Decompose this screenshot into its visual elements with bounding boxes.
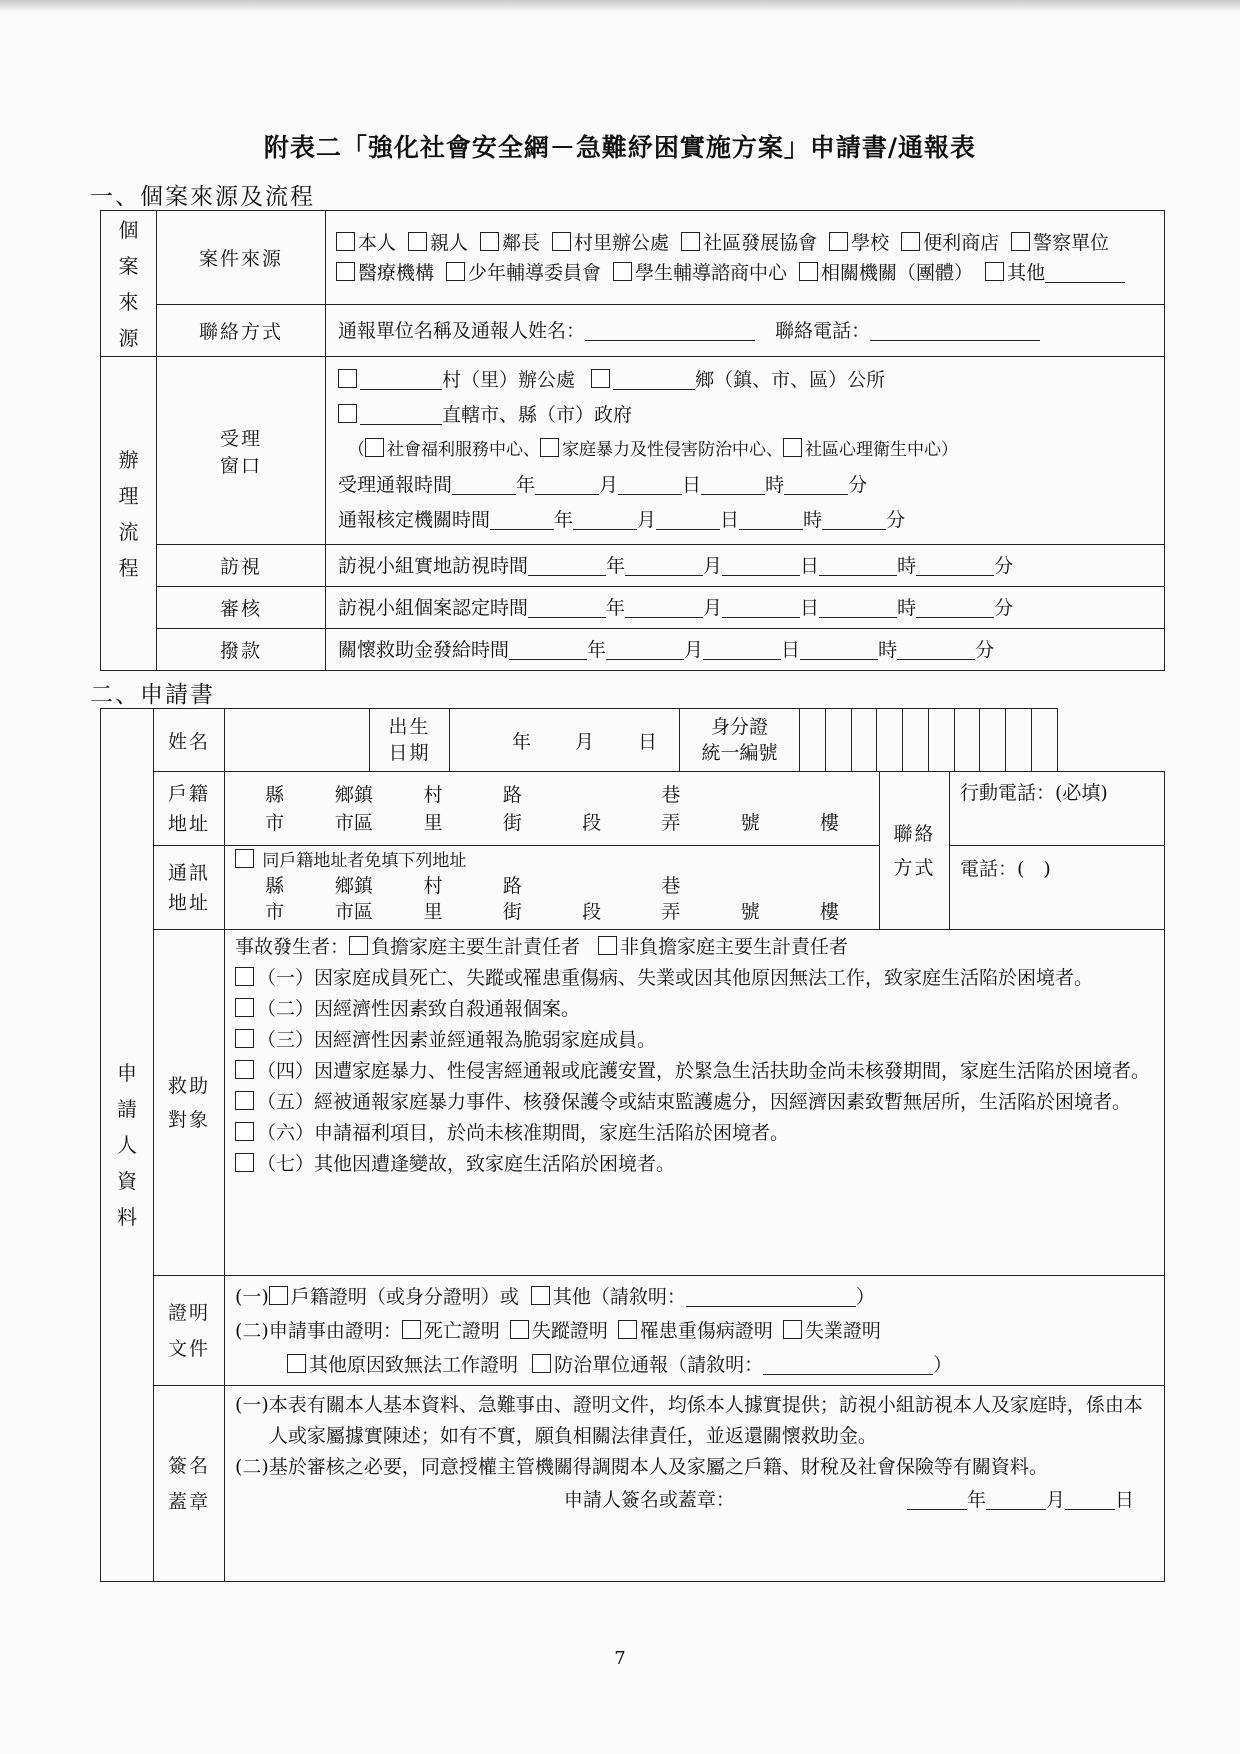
id-digit-box[interactable] <box>928 709 954 771</box>
address-unit: 街 <box>502 811 522 834</box>
address-unit: 弄 <box>661 811 681 834</box>
name-label: 姓名 <box>154 709 225 772</box>
accident-checkbox[interactable] <box>349 936 368 955</box>
aid-item: （五） 經被通報家庭暴力事件、核發保護令或結束監護處分，因經濟因素致暫無居所，生活陷於困境者。 <box>235 1087 1154 1118</box>
case-source-option[interactable]: 鄰長 <box>480 232 540 254</box>
case-source-label: 案件來源 <box>157 211 326 305</box>
case-source-option[interactable]: 村里辦公處 <box>552 232 669 254</box>
same-address-checkbox[interactable] <box>235 849 254 868</box>
name-field[interactable] <box>225 709 370 772</box>
window-label: 受理 窗口 <box>157 357 326 545</box>
household-address-field[interactable] <box>225 772 880 846</box>
review-label: 審核 <box>157 587 326 629</box>
minute-field[interactable] <box>784 474 848 495</box>
section2-heading: 二、申請書 <box>90 682 215 708</box>
id-digit-box[interactable] <box>876 709 902 771</box>
checkbox[interactable] <box>446 262 465 281</box>
contact-name-label: 通報單位名稱及通報人姓名： <box>338 319 586 342</box>
group-case-source <box>101 211 157 357</box>
day-field[interactable] <box>722 555 800 576</box>
other-source-field[interactable] <box>1045 262 1125 283</box>
minute-field[interactable] <box>822 509 886 530</box>
other-reason-proof-checkbox[interactable] <box>287 1354 306 1373</box>
checkbox[interactable] <box>613 262 632 281</box>
address-unit: 號 <box>740 811 760 834</box>
address-unit: 鄉鎮 <box>334 783 373 806</box>
id-digit-box[interactable] <box>1031 709 1057 771</box>
case-source-option[interactable]: 警察單位 <box>1011 232 1109 254</box>
sign-day-field[interactable] <box>1065 1489 1115 1510</box>
household-proof-checkbox[interactable] <box>269 1286 288 1305</box>
contact-row <box>326 305 1165 357</box>
contact-phone-label: 聯絡電話： <box>775 319 871 342</box>
scan-edge <box>0 0 1240 12</box>
aid-item: （七） 其他因遭逢變故，致家庭生活陷於困境者。 <box>235 1149 1154 1180</box>
other-proof-checkbox[interactable] <box>531 1286 550 1305</box>
address-unit: 市區 <box>334 900 373 923</box>
aid-item: （四） 因遭家庭暴力、性侵害經通報或庇護安置，於緊急生活扶助金尚未核發期間，家庭生活陷於困境者。 <box>235 1056 1154 1087</box>
aid-target-options <box>225 930 1165 1276</box>
reason-proof-checkbox[interactable] <box>618 1320 637 1339</box>
address-unit <box>552 781 631 809</box>
aid-item-checkbox[interactable] <box>235 1153 254 1172</box>
group-source-char: 個 <box>118 217 139 242</box>
township-name-field[interactable] <box>613 369 695 390</box>
address-unit: 里 <box>423 811 443 834</box>
checkbox[interactable] <box>985 262 1004 281</box>
payment-label: 撥款 <box>157 629 326 671</box>
year-field[interactable] <box>452 474 516 495</box>
payment-time-row: 關懷救助金發給時間 年 月 日 時 分 <box>338 638 995 661</box>
page-number: 7 <box>614 1648 626 1669</box>
year-field[interactable] <box>528 597 606 618</box>
minute-field[interactable] <box>916 555 994 576</box>
id-label: 身分證 統一編號 <box>680 709 800 772</box>
address-unit: 路 <box>502 874 522 897</box>
address-unit: 巷 <box>661 874 681 897</box>
minute-field[interactable] <box>916 597 994 618</box>
aid-item-checkbox[interactable] <box>235 1091 254 1110</box>
case-source-option[interactable]: 本人 <box>336 232 396 254</box>
receive-time-row: 受理通報時間 年 月 日 時 分 <box>338 474 868 496</box>
birth-date-field[interactable]: 年 月 日 <box>450 709 680 772</box>
hour-field[interactable] <box>739 509 803 530</box>
visit-time-row: 訪視小組實地訪視時間 年 月 日 時 分 <box>338 554 1014 577</box>
address-unit: 市 <box>265 811 285 834</box>
accident-checkbox[interactable] <box>598 936 617 955</box>
case-source-option[interactable]: 學生輔導諮商中心 <box>613 262 787 284</box>
mail-address-field[interactable] <box>225 846 880 930</box>
aid-item: （六） 申請福利項目，於尚未核准期間，家庭生活陷於困境者。 <box>235 1118 1154 1149</box>
reason-proof-checkbox[interactable] <box>783 1320 802 1339</box>
aid-item: （一） 因家庭成員死亡、失蹤或罹患重傷病、失業或因其他原因無法工作，致家庭生活陷於困境者。 <box>235 963 1154 994</box>
reason-proof-checkbox[interactable] <box>402 1320 421 1339</box>
accident-person-row: 事故發生者： 負擔家庭主要生計責任者 非負擔家庭主要生計責任者 <box>235 936 849 958</box>
aid-item: （三） 因經濟性因素並經通報為脆弱家庭成員。 <box>235 1025 1154 1056</box>
day-field[interactable] <box>703 639 781 660</box>
city-gov-checkbox[interactable] <box>338 404 357 423</box>
group-applicant-char: 人 <box>117 1133 137 1157</box>
id-digit-box[interactable] <box>851 709 877 771</box>
consent-clause-1: (一) 本表有關本人基本資料、急難事由、證明文件，均係本人據實提供；訪視小組訪視本人及家庭時，係由本人或家屬據實陳述；如有不實，願負相關法律責任，並返還關懷救助金。 <box>235 1394 1143 1447</box>
month-field[interactable] <box>625 597 703 618</box>
review-time-row: 訪視小組個案認定時間 年 月 日 時 分 <box>338 596 1014 619</box>
document-label: 證明 文件 <box>154 1276 225 1386</box>
checkbox[interactable] <box>681 232 700 251</box>
address-unit: 縣 <box>265 874 285 897</box>
address-unit: 巷 <box>661 783 681 806</box>
case-source-option[interactable]: 親人 <box>408 232 468 254</box>
address-unit <box>711 873 790 899</box>
id-digit-box[interactable] <box>825 709 851 771</box>
form-title: 附表二「強化社會安全網－急難紓困實施方案」申請書/通報表 <box>263 133 977 162</box>
id-digit-box[interactable] <box>979 709 1005 771</box>
case-source-option[interactable]: 相關機關（團體） <box>799 262 973 284</box>
address-unit <box>790 873 869 899</box>
address-unit: 樓 <box>819 811 839 834</box>
signer-label: 申請人簽名或蓋章： <box>563 1489 735 1511</box>
checkbox[interactable] <box>829 232 848 251</box>
group-process-char: 辦 <box>118 447 139 472</box>
id-number-field[interactable] <box>800 709 1058 772</box>
contact-label: 聯絡方式 <box>157 305 326 357</box>
address-unit: 縣 <box>265 783 285 806</box>
case-source-options <box>326 211 1165 305</box>
checkbox[interactable] <box>336 232 355 251</box>
case-source-table <box>100 210 1165 671</box>
village-office-checkbox[interactable] <box>338 369 357 388</box>
case-source-option[interactable]: 醫療機構 <box>336 262 434 284</box>
welfare-center-checkbox[interactable] <box>365 438 384 457</box>
group-applicant-char: 料 <box>117 1205 137 1229</box>
address-unit: 市區 <box>334 811 373 834</box>
application-table <box>100 708 1165 1582</box>
hour-field[interactable] <box>819 555 897 576</box>
group-applicant-char: 資 <box>117 1169 137 1193</box>
address-unit: 鄉鎮 <box>334 874 373 897</box>
month-field[interactable] <box>606 639 684 660</box>
same-address-note: 同戶籍地址者免填下列地址 <box>262 850 467 871</box>
address-unit <box>790 781 869 809</box>
month-field[interactable] <box>625 555 703 576</box>
month-field[interactable] <box>573 509 637 530</box>
address-unit: 樓 <box>819 900 839 923</box>
id-digit-box[interactable] <box>902 709 928 771</box>
aid-item-checkbox[interactable] <box>235 1060 254 1079</box>
day-field[interactable] <box>656 509 720 530</box>
township-office-checkbox[interactable] <box>591 369 610 388</box>
address-unit: 村 <box>423 874 443 897</box>
address-unit: 弄 <box>661 900 681 923</box>
id-digit-box[interactable] <box>1005 709 1031 771</box>
address-unit: 路 <box>502 783 522 806</box>
birth-label: 出生 日期 <box>370 709 450 772</box>
signature-label: 簽名 蓋章 <box>154 1386 225 1582</box>
window-details: 村（里）辦公處 鄉（鎮、市、區）公所 直轄市、縣（市）政府 （ 社會福利服務中心、 家庭暴力及性侵害防治中心、 社區心理衛生中心） 受理通報時間 年 月 日 時 分 通報核定機關時間 年 月 日 時 分 <box>326 357 1165 545</box>
checkbox[interactable] <box>1011 232 1030 251</box>
mental-center-checkbox[interactable] <box>783 438 802 457</box>
violence-center-checkbox[interactable] <box>540 438 559 457</box>
id-digit-box[interactable] <box>800 709 825 771</box>
document-options: (一) 戶籍證明（或身分證明）或 其他（請敘明： ） (二)申請事由證明： 死亡證明 失蹤證明 罹患重傷病證明 失業證明 其他原因致無法工作證明 防治單位通報（請敘明： ） <box>225 1276 1165 1386</box>
visit-label: 訪視 <box>157 545 326 587</box>
aid-item: （二） 因經濟性因素致自殺通報個案。 <box>235 994 1154 1025</box>
checkbox[interactable] <box>408 232 427 251</box>
checkbox[interactable] <box>480 232 499 251</box>
agency-report-checkbox[interactable] <box>532 1354 551 1373</box>
aid-target-label: 救助 對象 <box>154 930 225 1276</box>
case-source-option[interactable]: 學校 <box>829 232 889 254</box>
address-unit: 里 <box>423 900 443 923</box>
sign-year-field[interactable] <box>907 1489 967 1510</box>
checkbox[interactable] <box>336 262 355 281</box>
minute-field[interactable] <box>897 639 975 660</box>
id-digit-box[interactable] <box>954 709 980 771</box>
contact-phone-field[interactable] <box>870 320 1040 341</box>
address-unit: 村 <box>423 783 443 806</box>
contact-name-field[interactable] <box>585 320 755 341</box>
year-field[interactable] <box>490 509 554 530</box>
village-name-field[interactable] <box>360 369 442 390</box>
address-unit: 街 <box>502 900 522 923</box>
household-address-label: 戶籍 地址 <box>154 772 225 846</box>
consent-clause-2: (二) 基於審核之必要，同意授權主管機關得調閱本人及家屬之戶籍、財稅及社會保險等有關資料。 <box>235 1456 1048 1478</box>
group-process-char: 程 <box>118 555 139 580</box>
other-proof-field[interactable] <box>686 1286 856 1307</box>
address-unit <box>552 873 631 899</box>
hour-field[interactable] <box>819 597 897 618</box>
month-field[interactable] <box>535 474 599 495</box>
section1-heading: 一、個案來源及流程 <box>90 184 315 210</box>
mobile-label: 行動電話：(必填) <box>960 782 1108 804</box>
mail-address-label: 通訊 地址 <box>154 846 225 930</box>
group-process-char: 理 <box>118 483 139 508</box>
signature-line: 申請人簽名或蓋章： 年 月 日 <box>563 1489 1134 1511</box>
signature-block <box>225 1386 1165 1582</box>
hour-field[interactable] <box>701 474 765 495</box>
group-applicant-char: 申 <box>117 1061 137 1085</box>
group-source-char: 來 <box>118 289 139 314</box>
group-source-char: 案 <box>118 253 139 278</box>
phone-label: 電話：( ) <box>960 858 1051 880</box>
phone-field[interactable] <box>950 846 1165 930</box>
group-process-char: 流 <box>118 519 139 544</box>
hour-field[interactable] <box>800 639 878 660</box>
group-source-char: 源 <box>118 325 139 350</box>
reason-proof-checkbox[interactable] <box>510 1320 529 1339</box>
day-field[interactable] <box>722 597 800 618</box>
group-applicant-char: 請 <box>117 1097 137 1121</box>
city-name-field[interactable] <box>360 404 442 425</box>
address-unit: 段 <box>582 811 602 834</box>
day-field[interactable] <box>618 474 682 495</box>
address-unit: 市 <box>265 900 285 923</box>
case-source-option[interactable]: 便利商店 <box>901 232 999 254</box>
case-source-option[interactable]: 社區發展協會 <box>681 232 817 254</box>
agency-report-field[interactable] <box>763 1354 933 1375</box>
case-source-option[interactable]: 少年輔導委員會 <box>446 262 601 284</box>
address-unit: 段 <box>582 900 602 923</box>
address-unit: 號 <box>740 900 760 923</box>
year-field[interactable] <box>528 555 606 576</box>
group-process <box>101 357 157 671</box>
case-source-option[interactable]: 其他 <box>985 262 1125 284</box>
address-unit <box>711 781 790 809</box>
approve-time-row: 通報核定機關時間 年 月 日 時 分 <box>338 509 906 531</box>
aid-item-checkbox[interactable] <box>235 1029 254 1048</box>
checkbox[interactable] <box>552 232 571 251</box>
group-applicant <box>101 709 154 1582</box>
aid-item-checkbox[interactable] <box>235 1122 254 1141</box>
aid-item-checkbox[interactable] <box>235 967 254 986</box>
aid-item-checkbox[interactable] <box>235 998 254 1017</box>
checkbox[interactable] <box>799 262 818 281</box>
contact-method-label: 聯絡 方式 <box>880 772 950 930</box>
sign-month-field[interactable] <box>986 1489 1046 1510</box>
signature-field[interactable] <box>741 1490 901 1510</box>
year-field[interactable] <box>509 639 587 660</box>
checkbox[interactable] <box>901 232 920 251</box>
mobile-field[interactable] <box>950 772 1165 846</box>
